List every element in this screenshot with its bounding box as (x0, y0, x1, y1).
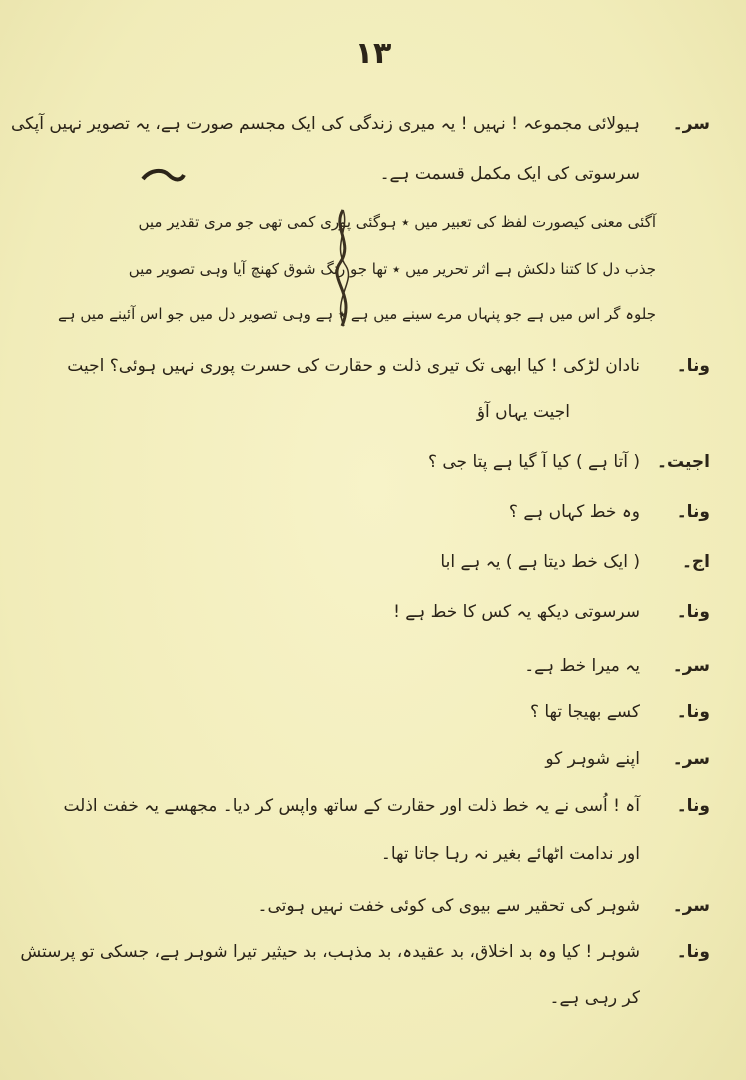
poem-line: جلوہ گر اس میں ہے جو پنہاں مرے سینے میں ہے ٭ ہے وہی تصویر دل میں جو اس آئینے میں ہے (58, 305, 656, 323)
speaker-label: ونا۔ (676, 942, 710, 962)
speaker-label: ونا۔ (676, 796, 710, 816)
speech-text: ( آتا ہے ) کیا آ گیا ہے پتا جی ؟ (427, 452, 640, 472)
page-number: ۱۳ (354, 36, 392, 71)
poem-line: جذب دل کا کتنا دلکش ہے اثر تحریر میں ٭ تھا جو رنگ شوق کھنچ آیا وہی تصویر میں (128, 260, 656, 278)
speaker-label: سر۔ (672, 114, 710, 134)
speech-text: آہ ! اُسی نے یہ خط ذلت اور حقارت کے ساتھ واپس کر دیا۔ مجھسے یہ خفت اذلت (63, 796, 640, 816)
speech-text: اپنے شوہر کو (545, 749, 640, 769)
speech-text: سرسوتی کی ایک مکمل قسمت ہے۔ (379, 164, 640, 184)
speech-text: کر رہی ہے۔ (549, 988, 640, 1008)
speaker-label: اج۔ (681, 552, 710, 572)
speaker-label: ونا۔ (676, 502, 710, 522)
speech-text: سرسوتی دیکھ یہ کس کا خط ہے ! (393, 602, 640, 622)
speech-text: وہ خط کہاں ہے ؟ (508, 502, 640, 522)
speech-text: شوہر کی تحقیر سے بیوی کی کوئی خفت نہیں ہوتی۔ (257, 896, 640, 916)
speech-text: نادان لڑکی ! کیا ابھی تک تیری ذلت و حقارت کی حسرت پوری نہیں ہوئی؟ اجیت (67, 356, 640, 376)
speaker-label: سر۔ (672, 896, 710, 916)
speech-text: اجیت یہاں آؤ (476, 402, 570, 422)
speech-text: شوہر ! کیا وہ بد اخلاق، بد عقیدہ، بد مذہب، بد حیثیر تیرا شوہر ہے، جسکی تو پرستش (20, 942, 640, 962)
speaker-label: ونا۔ (676, 702, 710, 722)
verse-marker-icon (141, 165, 186, 187)
speech-text: یہ میرا خط ہے۔ (524, 656, 640, 676)
speech-text: اور ندامت اٹھائے بغیر نہ رہا جاتا تھا۔ (380, 844, 640, 864)
speaker-label: ونا۔ (676, 356, 710, 376)
ornament-divider-icon (320, 208, 366, 328)
speaker-label: ونا۔ (676, 602, 710, 622)
speaker-label: سر۔ (672, 656, 710, 676)
poem-line: آگئی معنی کیصورت لفظ کی تعبیر میں ٭ ہوگئی پوری کمی تھی جو مری تقدیر میں (138, 213, 656, 231)
speech-text: ( ایک خط دیتا ہے ) یہ ہے ابا (440, 552, 640, 572)
speech-text: کسے بھیجا تھا ؟ (529, 702, 640, 722)
speaker-label: اجیت۔ (657, 452, 710, 472)
speaker-label: سر۔ (672, 749, 710, 769)
speech-text: ہیولائی مجموعہ ! نہیں ! یہ میری زندگی کی ایک مجسم صورت ہے، یہ تصویر نہیں آپکی (10, 114, 640, 134)
